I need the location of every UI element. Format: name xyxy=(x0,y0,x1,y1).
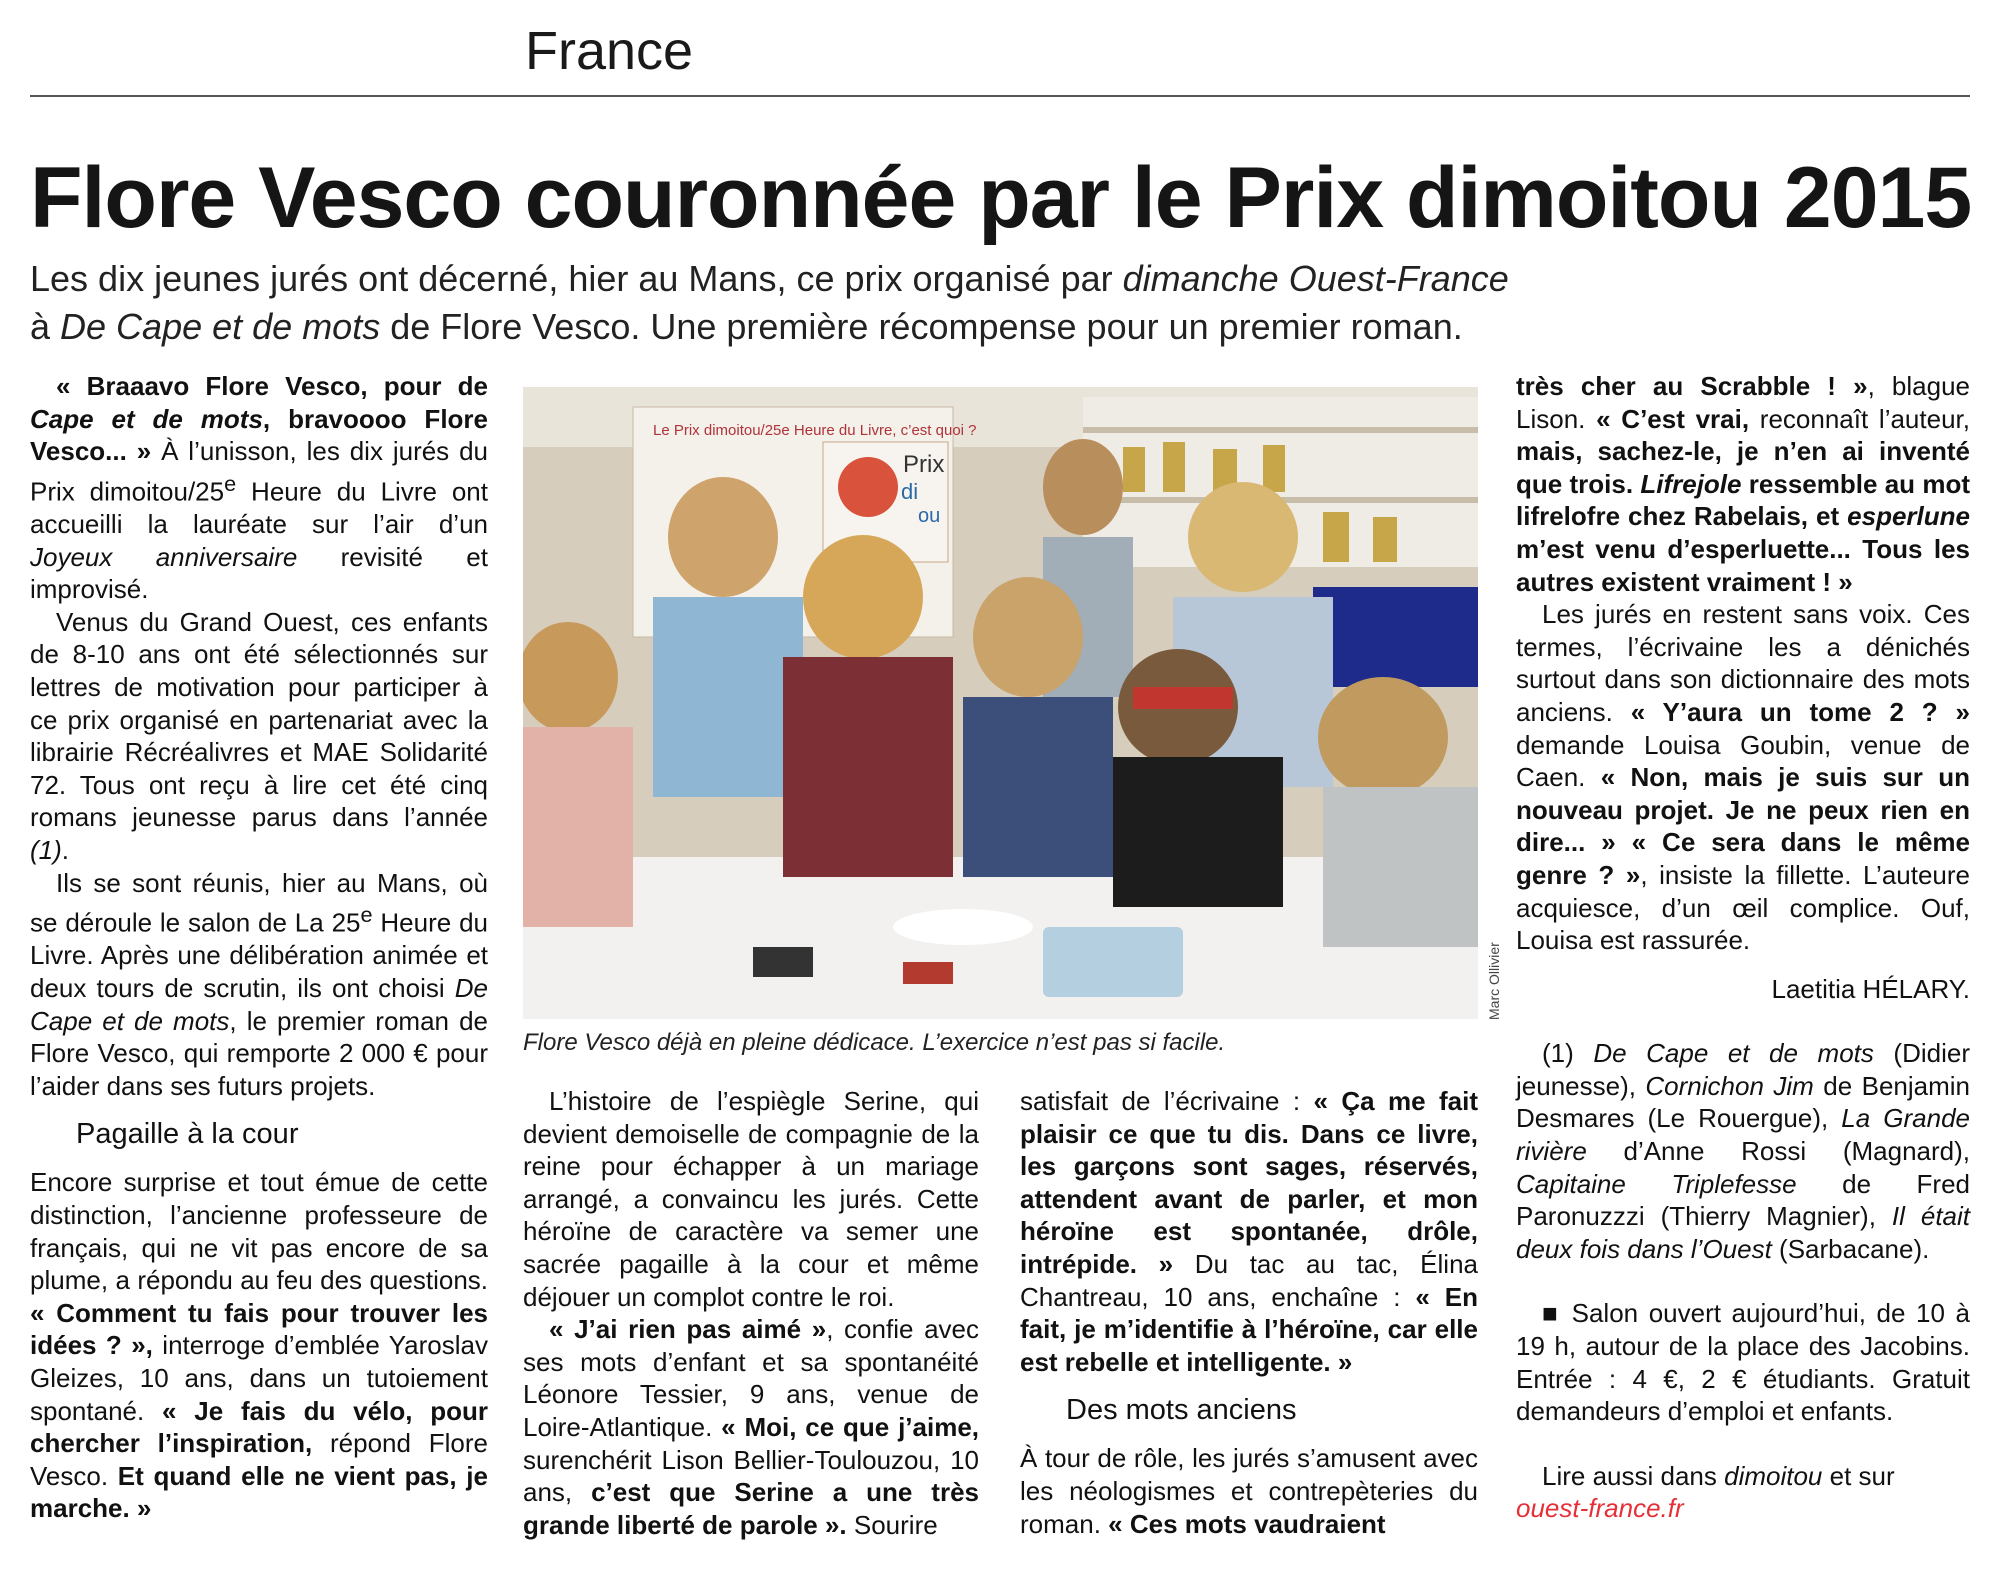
subhead-pagaille: Pagaille à la cour xyxy=(76,1118,299,1151)
photo-illustration xyxy=(523,387,1478,1019)
body-text: , le premier roman de Flore Vesco, qui remporte 2 000 € pour l’aider dans ses futurs projets. xyxy=(30,1005,488,1101)
deck-emphasis: dimanche Ouest-France xyxy=(1122,258,1509,299)
deck-emphasis: De Cape et de mots xyxy=(60,306,381,347)
book-title: Il était deux fois dans l’Ouest xyxy=(1516,1201,1970,1264)
superscript: e xyxy=(224,470,237,496)
body-text: d’Anne Rossi (Magnard), xyxy=(1586,1136,1970,1167)
quote: mais, sachez-le, je n’en ai inventé que trois. xyxy=(1516,436,1970,499)
col2-paragraph-2 xyxy=(523,1313,979,1541)
column-4 xyxy=(1516,370,1970,1525)
body-text: , confie avec ses mots d’enfant et sa spontanéité Léonore Tessier, 9 ans, venue de Loire-Atlantique. xyxy=(523,1314,979,1442)
photo-sign-ou: ou xyxy=(918,505,941,527)
section-label: France xyxy=(525,21,694,81)
body-text: Heure du Livre ont accueilli la lauréate sur l’air d’un xyxy=(30,476,488,540)
photo-sign-prix: Prix xyxy=(903,451,945,478)
book-title: Capitaine Triplefesse xyxy=(1516,1168,1797,1199)
quote: « Non, mais je suis sur un nouveau projet. Je ne peux rien en dire... » « Ce sera dans le même genre ? » xyxy=(1516,762,1970,890)
col1-paragraph-4 xyxy=(30,1166,488,1525)
deck-text: à xyxy=(30,306,61,347)
quote: Et quand elle ne vient pas, je marche. » xyxy=(30,1460,488,1524)
body-text: (Sarbacane). xyxy=(1771,1233,1930,1264)
body-text: . xyxy=(61,834,70,865)
book-title: De Cape et de mots xyxy=(30,973,488,1036)
quote: « Braaavo Flore Vesco, pour de xyxy=(56,371,488,401)
body-text: Du tac au tac, Élina Chantreau, 10 ans, enchaîne : xyxy=(1020,1248,1478,1312)
column-2 xyxy=(523,1085,979,1541)
col1-paragraph-1 xyxy=(30,370,488,606)
publication-name: dimoitou xyxy=(1724,1460,1823,1491)
col4-paragraph-2 xyxy=(1516,598,1970,957)
deck-line-1 xyxy=(30,255,1630,303)
bullet-square-icon: ■ xyxy=(1542,1298,1562,1329)
deck xyxy=(30,255,1630,351)
quote: « Comment tu fais pour trouver les idées ? », xyxy=(30,1297,488,1361)
subhead-mots-anciens: Des mots anciens xyxy=(1066,1394,1297,1427)
body-text: Sourire xyxy=(846,1509,938,1540)
body-text: Les jurés en restent sans voix. Ces termes, l’écrivaine les a dénichés surtout dans son dictionnaire des mots anciens. xyxy=(1516,599,1970,727)
quote: « Ça me fait plaisir ce que tu dis. Dans ce livre, les garçons sont sages, réservés, attendent avant de parler, et mon héroïne est spontanée, drôle, intrépide. » xyxy=(1020,1086,1478,1279)
ouest-france-link[interactable]: ouest-france.fr xyxy=(1516,1493,1684,1524)
body-text: Heure du Livre. Après une délibération animée et deux tours de scrutin, ils ont choisi xyxy=(30,907,488,1003)
photo-caption: Flore Vesco déjà en pleine dédicace. L’exercice n’est pas si facile. xyxy=(523,1029,1226,1056)
col4-paragraph-1 xyxy=(1516,370,1970,598)
col3-paragraph-1 xyxy=(1020,1085,1478,1378)
footnote-number: (1) xyxy=(1542,1038,1594,1069)
footnote xyxy=(1516,1037,1970,1265)
col3-paragraph-2 xyxy=(1020,1442,1478,1540)
quote: , bravoooo Flore Vesco... » xyxy=(30,403,488,467)
body-text: reconnaît l’auteur, xyxy=(1749,403,1970,434)
quote: c’est que Serine a une très grande liberté de parole ». xyxy=(523,1477,979,1540)
quote: « En fait, je m’identifie à l’héroïne, car elle est rebelle et intelligente. » xyxy=(1020,1281,1478,1377)
body-text: satisfait de l’écrivaine : xyxy=(1020,1086,1314,1116)
body-text: , insiste la fillette. L’auteure acquiesce, d’un œil complice. Ouf, Louisa est rassurée. xyxy=(1516,859,1971,956)
body-text: surenchérit Lison Bellier-Toulouzou, 10 ans, xyxy=(523,1444,979,1508)
col2-paragraph-1: L’histoire de l’espiègle Serine, qui devient demoiselle de compagnie de la reine pour échapper à un mariage arrangé, a convaincu les jurés. Cette héroïne de caractère va semer une sacrée pagaille à la cour et même déjouer un complot contre le roi. xyxy=(523,1086,979,1312)
word-emphasis: Lifrejole xyxy=(1640,468,1742,499)
word-emphasis: esperlune xyxy=(1847,501,1970,532)
body-text: Salon ouvert aujourd’hui, de 10 à 19 h, autour de la place des Jacobins. Entrée : 4 €, 2 € étudiants. Gratuit demandeurs d’emploi et enfants. xyxy=(1516,1298,1970,1427)
quote: ressemble au mot lifrelofre chez Rabelais, et xyxy=(1516,468,1970,532)
quote: « C’est vrai, xyxy=(1596,403,1750,434)
book-title: Cape et de mots xyxy=(30,403,263,434)
body-text: de Benjamin Desmares (Le Rouergue), xyxy=(1516,1070,1970,1134)
headline: Flore Vesco couronnée par le Prix dimoitou 2015 xyxy=(30,150,1972,246)
deck-line-2 xyxy=(30,303,1630,351)
body-text: interroge d’emblée Yaroslav Gleizes, 10 ans, dans un tutoiement spontané. xyxy=(30,1330,488,1426)
body-text: répond Flore Vesco. xyxy=(30,1428,488,1491)
body-text: (Didier jeunesse), xyxy=(1516,1038,1970,1101)
section-rule xyxy=(30,95,1970,97)
body-text: et sur xyxy=(1822,1460,1895,1491)
photo-sign-di: di xyxy=(901,479,919,504)
body-text: À l’unisson, les dix jurés du Prix dimoitou/25 xyxy=(30,436,488,507)
col1-paragraph-2 xyxy=(30,606,488,867)
quote: « J’ai rien pas aimé » xyxy=(549,1314,827,1345)
photo xyxy=(523,387,1478,1019)
body-text: Venus du Grand Ouest, ces enfants de 8-10 ans ont été sélectionnés sur lettres de motivation pour participer à ce prix organisé en partenariat avec la librairie Récréalivres et MAE Solidarité 72. Tous ont reçu à lire cet été cinq romans jeunesse parus dans l’année xyxy=(30,606,488,833)
quote: très cher au Scrabble ! » xyxy=(1516,371,1868,401)
quote: « Moi, ce que j’aime, xyxy=(721,1411,980,1442)
book-title: Cornichon Jim xyxy=(1645,1070,1814,1101)
body-text: demande Louisa Goubin, venue de Caen. xyxy=(1516,729,1970,793)
body-text: Encore surprise et tout émue de cette distinction, l’ancienne professeure de français, qui ne vit pas encore de sa plume, a répondu au feu des questions. xyxy=(30,1167,488,1296)
photo-credit xyxy=(1486,942,1516,1040)
read-also xyxy=(1516,1460,1970,1525)
book-title: De Cape et de mots xyxy=(1593,1038,1874,1069)
quote: « Ces mots vaudraient xyxy=(1108,1508,1386,1539)
column-3 xyxy=(1020,1085,1478,1540)
quote: m’est venu d’esperluette... Tous les autres existent vraiment ! » xyxy=(1516,533,1970,597)
deck-text: Les dix jeunes jurés ont décerné, hier au Mans, ce prix organisé par xyxy=(30,258,1123,299)
superscript: e xyxy=(360,902,373,928)
song-title: Joyeux anniversaire xyxy=(30,541,298,572)
photo-banner-text: Le Prix dimoitou/25e Heure du Livre, c’est quoi ? xyxy=(653,422,977,439)
signature: Laetitia HÉLARY. xyxy=(1771,973,1970,1004)
photo-credit-text: Marc Ollivier xyxy=(1486,942,1502,1020)
quote: « Y’aura un tome 2 ? » xyxy=(1630,696,1970,727)
footnote-ref: (1) xyxy=(30,834,62,865)
body-text: À tour de rôle, les jurés s’amusent avec les néologismes et contrepèteries du roman. xyxy=(1020,1443,1478,1539)
body-text: de Fred Paronuzzzi (Thierry Magnier), xyxy=(1516,1168,1970,1232)
body-text: Lire aussi dans xyxy=(1542,1460,1725,1491)
col1-paragraph-3 xyxy=(30,867,488,1103)
deck-text: de Flore Vesco. Une première récompense pour un premier roman. xyxy=(380,306,1463,347)
body-text: Ils se sont réunis, hier au Mans, où se déroule le salon de La 25 xyxy=(30,867,488,938)
quote: « Je fais du vélo, pour chercher l’inspiration, xyxy=(30,1395,488,1459)
body-text: revisité et improvisé. xyxy=(30,541,488,605)
book-title: La Grande rivière xyxy=(1516,1103,1970,1167)
column-1 xyxy=(30,370,488,1525)
salon-info xyxy=(1516,1297,1970,1427)
body-text: , blague Lison. xyxy=(1516,371,1970,434)
